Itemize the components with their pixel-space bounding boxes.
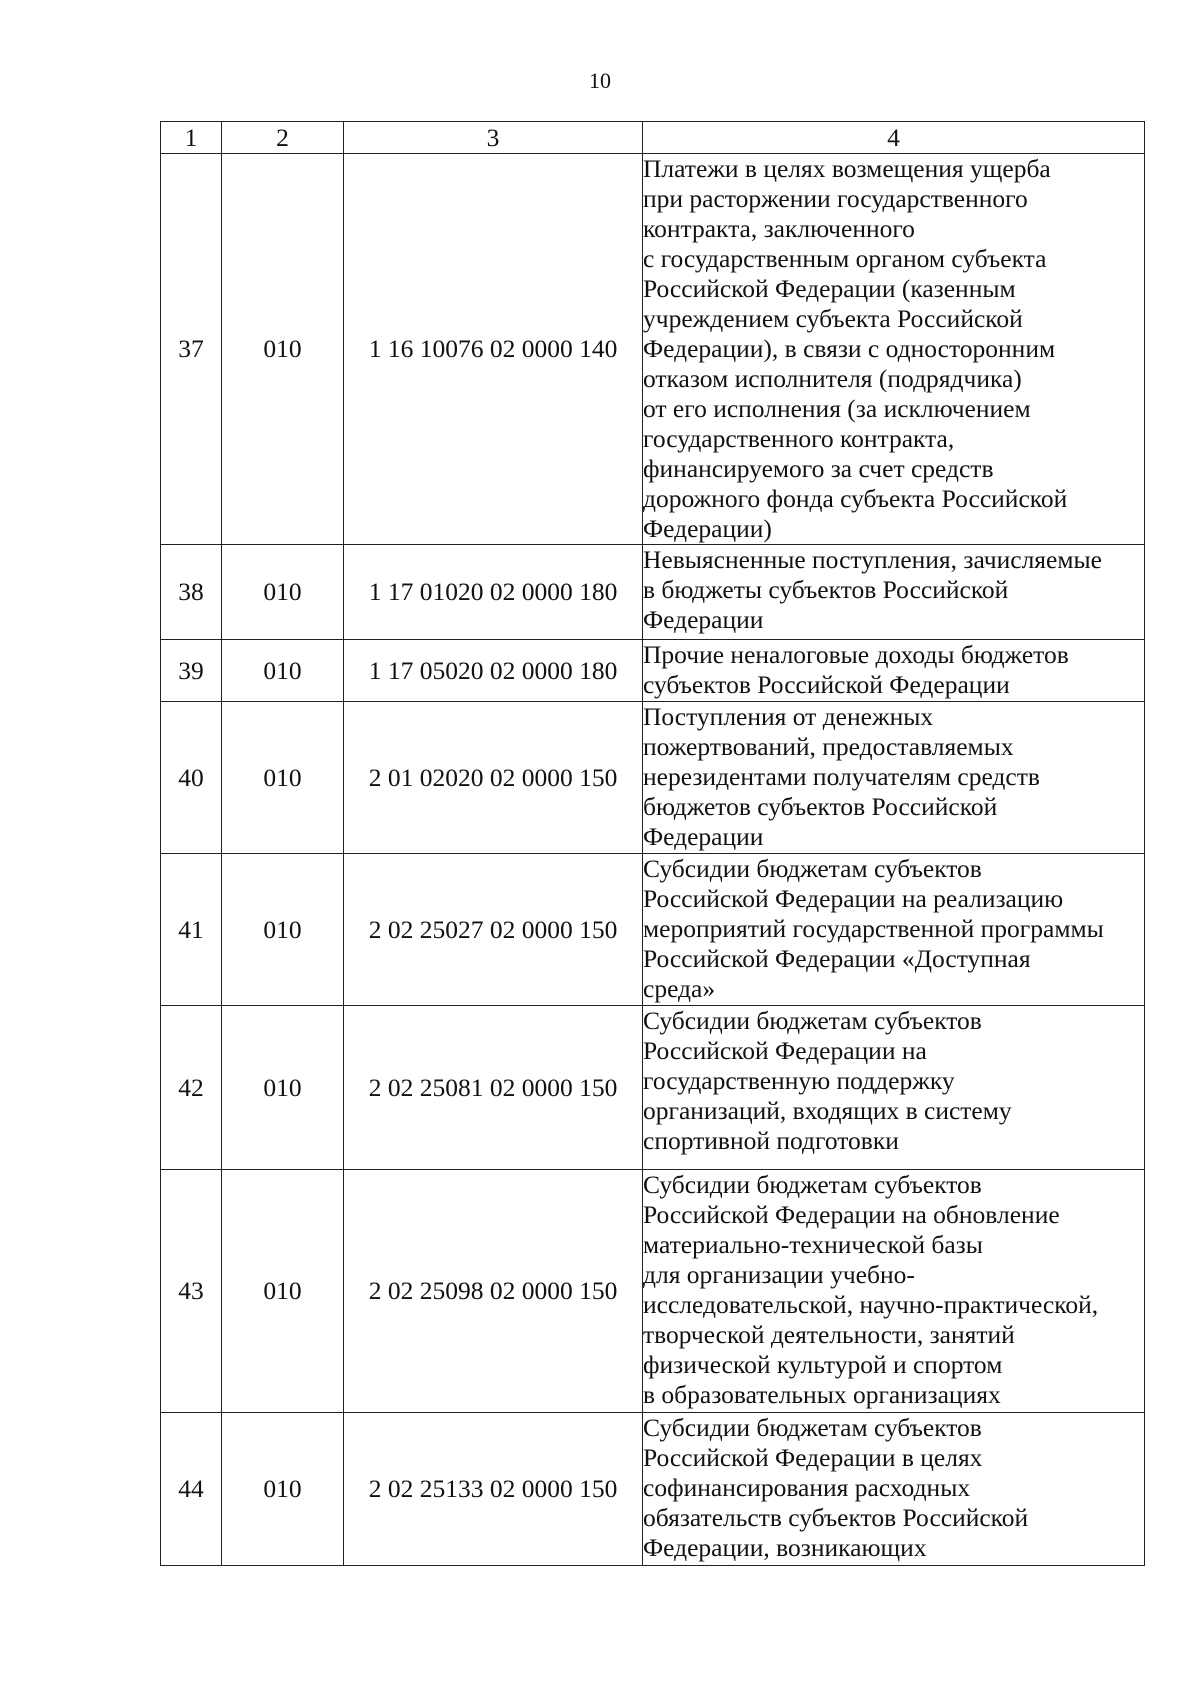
admin-code: 010 [222, 702, 344, 854]
revenue-description: Субсидии бюджетам субъектов Российской Федерации на обновление материально-технической базы для организации учебно- исследовательской, научно-практической, творческой деятельности, занятий физической культурой и спортом в образовательных организациях [643, 1170, 1145, 1413]
row-number: 39 [161, 640, 222, 702]
column-header-4: 4 [643, 122, 1145, 154]
revenue-description: Субсидии бюджетам субъектов Российской Федерации в целях софинансирования расходных обязательств субъектов Российской Федерации, возникающих [643, 1413, 1145, 1566]
budget-classification-code: 2 02 25133 02 0000 150 [344, 1413, 643, 1566]
admin-code: 010 [222, 545, 344, 640]
row-number: 44 [161, 1413, 222, 1566]
table-row [161, 1413, 1145, 1566]
revenue-codes-table [160, 121, 1145, 1566]
admin-code: 010 [222, 1170, 344, 1413]
row-number: 41 [161, 854, 222, 1006]
budget-classification-code: 2 01 02020 02 0000 150 [344, 702, 643, 854]
revenue-description: Субсидии бюджетам субъектов Российской Федерации на реализацию мероприятий государственной программы Российской Федерации «Доступная среда» [643, 854, 1145, 1006]
budget-classification-code: 1 17 05020 02 0000 180 [344, 640, 643, 702]
table-row [161, 854, 1145, 1006]
row-number: 37 [161, 154, 222, 545]
revenue-description: Поступления от денежных пожертвований, предоставляемых нерезидентами получателям средств бюджетов субъектов Российской Федерации [643, 702, 1145, 854]
budget-classification-code: 1 16 10076 02 0000 140 [344, 154, 643, 545]
row-number: 38 [161, 545, 222, 640]
table-row [161, 702, 1145, 854]
table-row [161, 1006, 1145, 1170]
revenue-description: Невыясненные поступления, зачисляемые в бюджеты субъектов Российской Федерации [643, 545, 1145, 640]
revenue-description: Субсидии бюджетам субъектов Российской Федерации на государственную поддержку организаций, входящих в систему спортивной подготовки [643, 1006, 1145, 1170]
admin-code: 010 [222, 1006, 344, 1170]
table-row [161, 545, 1145, 640]
column-header-1: 1 [161, 122, 222, 154]
table-header-row [161, 122, 1145, 154]
admin-code: 010 [222, 1413, 344, 1566]
budget-classification-code: 2 02 25098 02 0000 150 [344, 1170, 643, 1413]
revenue-description: Прочие неналоговые доходы бюджетов субъектов Российской Федерации [643, 640, 1145, 702]
budget-classification-code: 2 02 25027 02 0000 150 [344, 854, 643, 1006]
table-row [161, 154, 1145, 545]
revenue-description: Платежи в целях возмещения ущерба при расторжении государственного контракта, заключенного с государственным органом субъекта Российской Федерации (казенным учреждением субъекта Российской Федерации), в связи с односторонним отказом исполнителя (подрядчика) от его исполнения (за исключением государственного контракта, финансируемого за счет средств дорожного фонда субъекта Российской Федерации) [643, 154, 1145, 545]
admin-code: 010 [222, 854, 344, 1006]
page-number: 10 [589, 68, 611, 93]
table-row [161, 1170, 1145, 1413]
budget-classification-code: 2 02 25081 02 0000 150 [344, 1006, 643, 1170]
row-number: 40 [161, 702, 222, 854]
table-row [161, 640, 1145, 702]
column-header-3: 3 [344, 122, 643, 154]
row-number: 42 [161, 1006, 222, 1170]
row-number: 43 [161, 1170, 222, 1413]
column-header-2: 2 [222, 122, 344, 154]
admin-code: 010 [222, 154, 344, 545]
budget-classification-code: 1 17 01020 02 0000 180 [344, 545, 643, 640]
admin-code: 010 [222, 640, 344, 702]
